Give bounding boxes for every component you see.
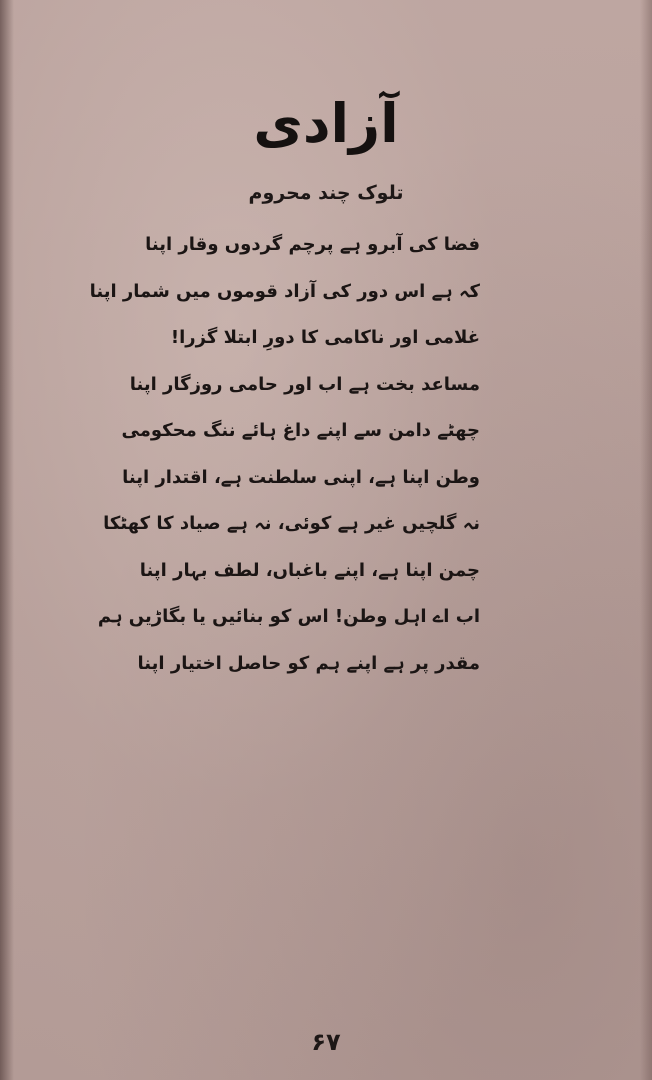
page-edge-shadow <box>640 0 652 1080</box>
page-binding-shadow <box>0 0 14 1080</box>
poem-verse: چمن اپنا ہے، اپنے باغباں، لطف بہار اپنا <box>139 559 480 581</box>
poem-verse: مقدر پر ہے اپنے ہم کو حاصل اختیار اپنا <box>137 652 480 674</box>
poem-verse: چھٹے دامن سے اپنے داغ ہائے ننگ محکومی <box>121 420 480 441</box>
poem-verse: وطن اپنا ہے، اپنی سلطنت ہے، اقتدار اپنا <box>122 466 480 488</box>
poem-verse: کہ ہے اس دور کی آزاد قوموں میں شمار اپنا <box>89 280 480 302</box>
poem-verse: نہ گلچیں غیر ہے کوئی، نہ ہے صیاد کا کھٹکا <box>103 513 480 534</box>
poem-verse: اب اے اہل وطن! اس کو بنائیں یا بگاڑیں ہم <box>97 606 480 627</box>
poem-verse: غلامی اور ناکامی کا دورِ ابتلا گزرا! <box>170 327 480 348</box>
poem-author: تلوک چند محروم <box>248 182 404 204</box>
poem-verse: فضا کی آبرو ہے پرچم گردوں وقار اپنا <box>145 234 480 255</box>
poem-verse: مساعد بخت ہے اب اور حامی روزگار اپنا <box>129 373 480 395</box>
poem-body <box>89 222 480 687</box>
page-number: ۶۷ <box>311 1028 341 1056</box>
poem-title: آزادی <box>253 92 399 155</box>
